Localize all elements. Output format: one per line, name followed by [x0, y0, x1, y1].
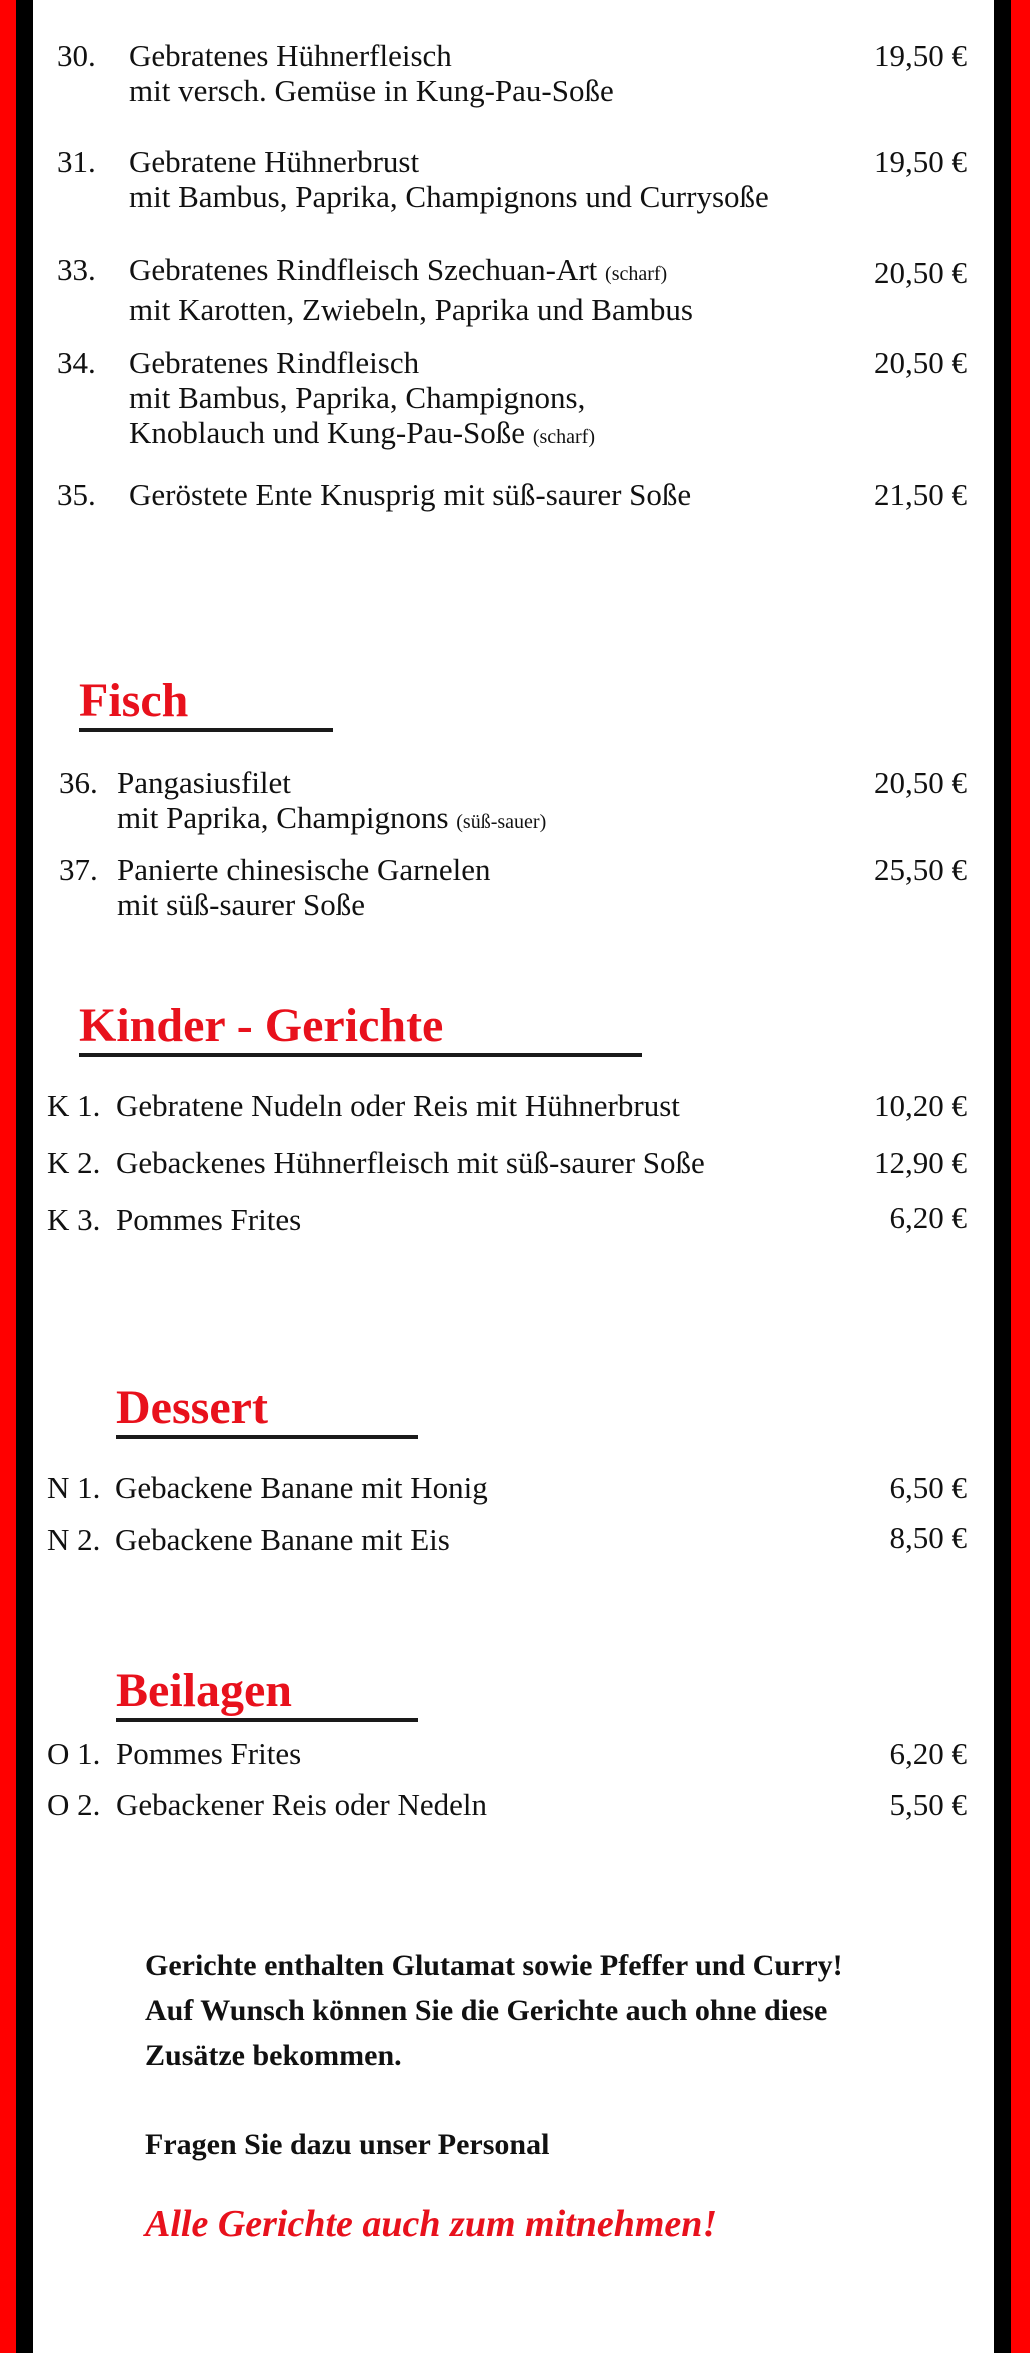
left-black-border — [16, 0, 33, 2353]
item-detail: mit süß-saurer Soße — [117, 887, 365, 922]
item-name: Pommes Frites — [116, 1202, 302, 1237]
takeaway-note: Alle Gerichte auch zum mitnehmen! — [145, 2203, 718, 2245]
spicy-note: (scharf) — [532, 426, 595, 448]
item-number: K 2. — [47, 1145, 101, 1180]
item-price: 10,20 € — [874, 1088, 967, 1123]
item-number: K 1. — [47, 1088, 101, 1123]
glutamate-note: Zusätze bekommen. — [145, 2039, 402, 2072]
item-detail: mit versch. Gemüse in Kung-Pau-Soße — [129, 73, 614, 108]
item-name: Gebackene Banane mit Honig — [115, 1470, 488, 1505]
item-number: 31. — [57, 144, 96, 179]
item-price: 6,20 € — [889, 1736, 967, 1771]
item-number: 36. — [59, 765, 98, 800]
right-red-border — [1011, 0, 1030, 2353]
item-price: 20,50 € — [874, 255, 967, 290]
item-detail: mit Bambus, Paprika, Champignons und Currysoße — [129, 179, 769, 214]
section-title-beilagen: Beilagen — [116, 1664, 418, 1722]
item-name: Geröstete Ente Knusprig mit süß-saurer Soße — [129, 477, 692, 512]
item-name: Gebackene Banane mit Eis — [115, 1522, 450, 1557]
item-detail: mit Paprika, Champignons — [117, 800, 457, 835]
item-number: O 1. — [47, 1736, 101, 1771]
glutamate-note: Gerichte enthalten Glutamat sowie Pfeffer und Curry! — [145, 1949, 843, 1982]
item-number: K 3. — [47, 1202, 101, 1237]
item-name: Pommes Frites — [116, 1736, 302, 1771]
item-detail: mit Karotten, Zwiebeln, Paprika und Bambus — [129, 292, 693, 327]
item-number: 37. — [59, 852, 98, 887]
item-price: 21,50 € — [874, 477, 967, 512]
item-name: Pangasiusfilet — [117, 765, 291, 800]
section-title-kinder: Kinder - Gerichte — [79, 999, 642, 1057]
item-name: Gebackenes Hühnerfleisch mit süß-saurer Soße — [116, 1145, 705, 1180]
item-price: 20,50 € — [874, 345, 967, 380]
item-price: 8,50 € — [889, 1520, 967, 1555]
item-number: 35. — [57, 477, 96, 512]
section-title-dessert: Dessert — [116, 1381, 418, 1439]
item-price: 19,50 € — [874, 38, 967, 73]
item-number: O 2. — [47, 1787, 101, 1822]
item-detail: mit Bambus, Paprika, Champignons, — [129, 380, 586, 415]
item-name: Panierte chinesische Garnelen — [117, 852, 491, 887]
item-price: 6,20 € — [889, 1200, 967, 1235]
item-number: 34. — [57, 345, 96, 380]
spicy-note: (scharf) — [605, 263, 668, 285]
item-price: 12,90 € — [874, 1145, 967, 1180]
item-price: 25,50 € — [874, 852, 967, 887]
left-red-border — [0, 0, 16, 2353]
item-number: 30. — [57, 38, 96, 73]
section-title-fisch: Fisch — [79, 674, 333, 732]
item-name: Gebratenes Rindfleisch — [129, 345, 420, 380]
item-number: N 2. — [47, 1522, 101, 1557]
item-name: Gebratenes Rindfleisch Szechuan-Art — [129, 252, 606, 287]
item-price: 20,50 € — [874, 765, 967, 800]
item-price: 6,50 € — [889, 1470, 967, 1505]
glutamate-note: Auf Wunsch können Sie die Gerichte auch ohne diese — [145, 1994, 828, 2027]
item-price: 5,50 € — [889, 1787, 967, 1822]
item-name: Gebratene Nudeln oder Reis mit Hühnerbrust — [116, 1088, 680, 1123]
flavor-note: (süß-sauer) — [456, 811, 547, 833]
right-black-border — [994, 0, 1011, 2353]
item-detail: Knoblauch und Kung-Pau-Soße — [129, 415, 533, 450]
item-number: 33. — [57, 252, 96, 287]
staff-note: Fragen Sie dazu unser Personal — [145, 2128, 550, 2161]
item-name: Gebratenes Hühnerfleisch — [129, 38, 452, 73]
item-number: N 1. — [47, 1470, 101, 1505]
item-price: 19,50 € — [874, 144, 967, 179]
item-name: Gebackener Reis oder Nedeln — [116, 1787, 487, 1822]
item-name: Gebratene Hühnerbrust — [129, 144, 420, 179]
